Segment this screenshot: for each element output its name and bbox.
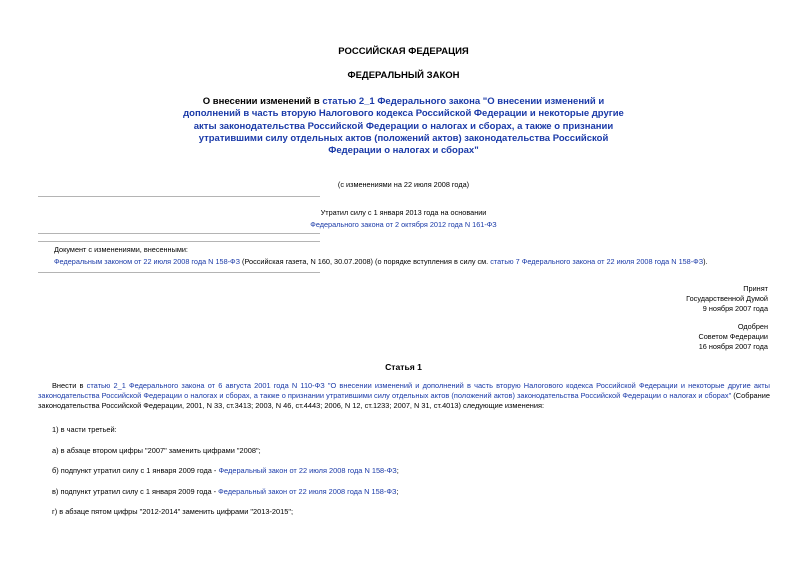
article-intro-prefix: Внести в bbox=[52, 381, 87, 390]
divider bbox=[38, 233, 320, 234]
article-intro-suffix: (Собрание законодательства Российской Федерации, 2001, N 33, ст.3413; 2003, N 46, ст.4443; 2006, N 12, ст.1233; 2007, N 31, ст.4013) следующие изменения: bbox=[38, 390, 770, 410]
article-heading: Статья 1 bbox=[385, 362, 422, 372]
item-g: г) в абзаце пятом цифры "2012-2014" заменить цифрами "2013-2015"; bbox=[52, 507, 294, 516]
article-intro-link[interactable]: статью 2_1 Федерального закона от 6 августа 2001 года N 110-ФЗ "О внесении изменений и дополнений в часть вторую Налогового кодекса Российской Федерации и некоторые другие акты законодательства Российской Федерации о налогах и сборах, а также о признании утратившими силу отдельных актов (положений актов) законодательства Российской Федерации о налогах и сборах" bbox=[38, 381, 770, 400]
approved-line-1: Одобрен bbox=[737, 322, 768, 331]
approved-line-2: Советом Федерации bbox=[698, 332, 768, 341]
law-type-heading: ФЕДЕРАЛЬНЫЙ ЗАКОН bbox=[347, 70, 460, 81]
item-v-end: ; bbox=[396, 487, 399, 496]
approved-line-3: 16 ноября 2007 года bbox=[698, 342, 768, 351]
amendment-note: (с изменениями на 22 июля 2008 года) bbox=[337, 180, 470, 189]
law-title-link[interactable]: статью 2_1 Федерального закона "О внесении изменений и дополнений в часть вторую Налогового кодекса Российской Федерации и некоторые другие акты законодательства Российской Федерации о налогах и сборах, а также о признании утратившими силу отдельных актов (положений актов) законодательства Российской Федерации о налогах и сборах" bbox=[183, 96, 624, 157]
item-b bbox=[52, 466, 399, 476]
expired-notice bbox=[230, 208, 577, 229]
item-b-text: б) подпункт утратил силу с 1 января 2009 года - bbox=[52, 466, 219, 475]
approved-block bbox=[540, 322, 768, 352]
law-title-prefix: О внесении изменений в bbox=[202, 96, 323, 107]
item-b-end: ; bbox=[396, 466, 399, 475]
changes-link-2[interactable]: статью 7 Федерального закона от 22 июля 2008 года N 158-ФЗ bbox=[490, 257, 704, 266]
adopted-line-1: Принят bbox=[743, 284, 768, 293]
item-1: 1) в части третьей: bbox=[52, 425, 117, 434]
item-b-link[interactable]: Федеральный закон от 22 июля 2008 года N 158-ФЗ bbox=[218, 466, 397, 475]
adopted-block bbox=[540, 284, 768, 314]
changes-label: Документ с изменениями, внесенными: bbox=[54, 245, 188, 254]
divider bbox=[38, 241, 320, 242]
item-a: а) в абзаце втором цифры "2007" заменить цифрами "2008"; bbox=[52, 446, 261, 455]
changes-block bbox=[54, 245, 794, 266]
divider bbox=[38, 196, 320, 197]
divider bbox=[38, 272, 320, 273]
country-heading: РОССИЙСКАЯ ФЕДЕРАЦИЯ bbox=[338, 46, 469, 57]
item-v-text: в) подпункт утратил силу с 1 января 2009 года - bbox=[52, 487, 219, 496]
item-v bbox=[52, 487, 398, 497]
expired-text: Утратил силу с 1 января 2013 года на основании bbox=[320, 208, 487, 217]
changes-link-1[interactable]: Федеральным законом от 22 июля 2008 года N 158-ФЗ bbox=[54, 257, 241, 266]
changes-end: ). bbox=[703, 257, 708, 266]
adopted-line-3: 9 ноября 2007 года bbox=[702, 304, 768, 313]
changes-middle: (Российская газета, N 160, 30.07.2008) (о порядке вступления в силу см. bbox=[240, 257, 491, 266]
expired-link[interactable]: Федерального закона от 2 октября 2012 года N 161-ФЗ bbox=[310, 220, 497, 229]
changes-line bbox=[54, 257, 794, 266]
article-intro bbox=[38, 381, 770, 410]
item-v-link[interactable]: Федеральный закон от 22 июля 2008 года N 158-ФЗ bbox=[218, 487, 397, 496]
law-title bbox=[180, 96, 627, 157]
adopted-line-2: Государственной Думой bbox=[686, 294, 768, 303]
